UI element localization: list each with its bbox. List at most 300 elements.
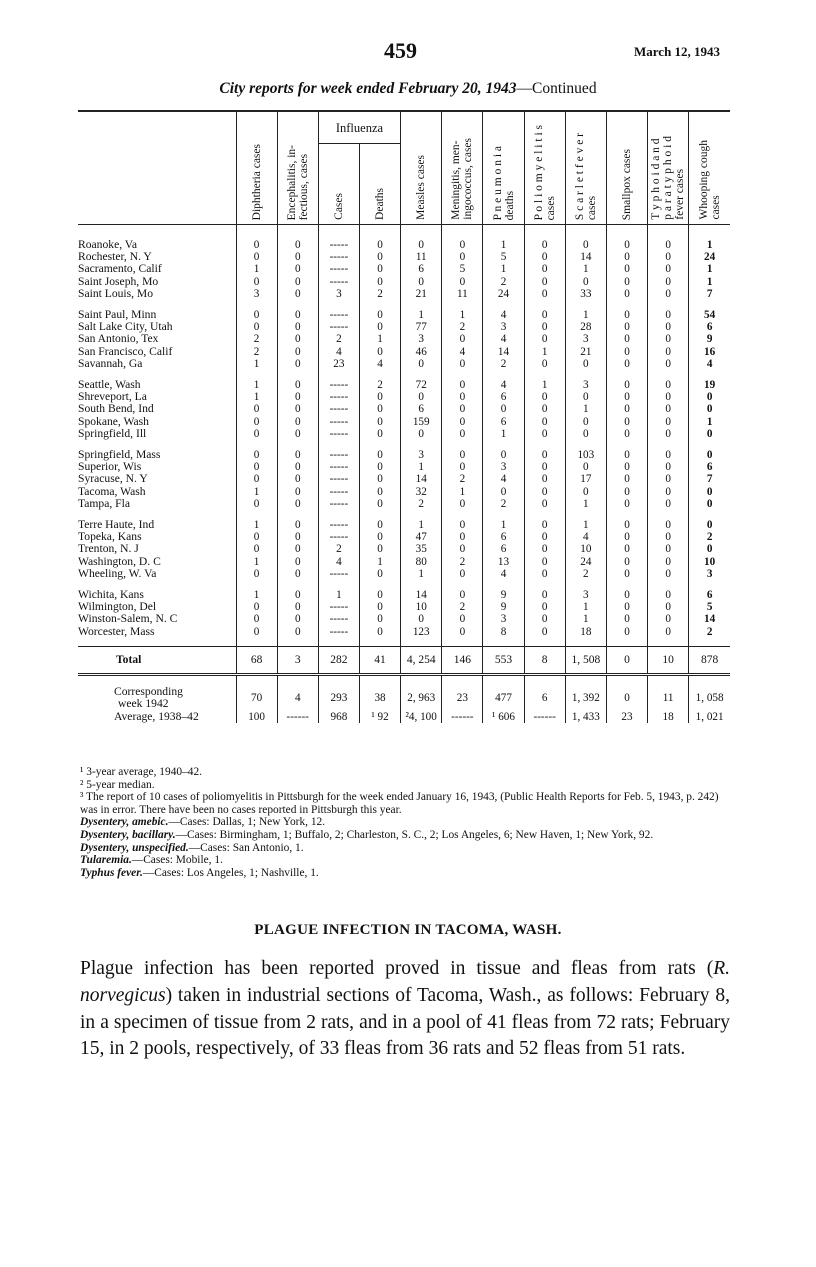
cell-value: 0 — [359, 531, 400, 543]
cell-value: 0 — [524, 391, 565, 403]
cell-value: 282 — [318, 646, 359, 674]
cell-value: ----- — [318, 263, 359, 275]
cell-value: 2, 963 — [401, 675, 442, 711]
cell-value: 0 — [401, 428, 442, 440]
cell-value: 0 — [277, 543, 318, 555]
cell-value: 5 — [442, 263, 483, 275]
cell-value: 0 — [606, 346, 647, 358]
cell-value: 0 — [524, 580, 565, 601]
cell-value: 0 — [359, 568, 400, 580]
cell-value: 0 — [606, 675, 647, 711]
cell-value: 0 — [648, 333, 689, 345]
cell-value: 18 — [565, 626, 606, 638]
cell-value: 2 — [236, 333, 277, 345]
cell-value: 24 — [565, 556, 606, 568]
cell-value: 7 — [689, 288, 730, 300]
cell-value: 0 — [401, 391, 442, 403]
cell-value: 0 — [359, 321, 400, 333]
cell-value: 9 — [483, 601, 524, 613]
cell-value: 7 — [689, 473, 730, 485]
row-label: Salt Lake City, Utah — [78, 321, 173, 334]
cell-value: 21 — [565, 346, 606, 358]
cell-value: 0 — [236, 626, 277, 638]
cell-value: 23 — [318, 358, 359, 370]
cell-value: 3 — [236, 288, 277, 300]
table-row — [78, 321, 730, 333]
cell-value: 0 — [606, 416, 647, 428]
cell-value: 4 — [318, 346, 359, 358]
cell-value: 1 — [401, 510, 442, 531]
cell-value: 0 — [359, 613, 400, 625]
cell-value: 0 — [565, 428, 606, 440]
row-label: Spokane, Wash — [78, 415, 149, 428]
row-label: Winston-Salem, N. C — [78, 613, 178, 626]
cell-value: 878 — [689, 646, 730, 674]
row-label: Shreveport, La — [78, 391, 147, 404]
cell-value: 0 — [359, 428, 400, 440]
cell-value: 0 — [648, 370, 689, 391]
cell-value: 0 — [277, 416, 318, 428]
cell-value: ----- — [318, 568, 359, 580]
cell-value: 0 — [401, 613, 442, 625]
footnote-2: ² 5-year median. — [80, 778, 155, 791]
table-row — [78, 461, 730, 473]
cell-value: 14 — [401, 473, 442, 485]
row-label: Total — [78, 646, 236, 674]
cell-value: 3 — [401, 440, 442, 461]
table-subtitle: City reports for week ended February 20, 1943—Continued — [219, 80, 597, 97]
cell-value: 9 — [689, 333, 730, 345]
row-label: Seattle, Wash — [78, 378, 141, 392]
cell-value: 0 — [236, 403, 277, 415]
cell-value: 0 — [277, 288, 318, 300]
cell-value: 0 — [606, 251, 647, 263]
cell-value: 4 — [483, 370, 524, 391]
cell-value: 0 — [648, 568, 689, 580]
cell-value: 1 — [483, 510, 524, 531]
cell-value: 4 — [565, 531, 606, 543]
table-row — [78, 613, 730, 625]
cell-value: 0 — [565, 486, 606, 498]
cell-value: 0 — [442, 543, 483, 555]
cell-value: 0 — [442, 580, 483, 601]
row-label: Sacramento, Calif — [78, 263, 162, 276]
cell-value: 0 — [442, 440, 483, 461]
col-polio: P o l i o m y e l i t i s cases — [524, 111, 565, 225]
cell-value: 1 — [442, 486, 483, 498]
cell-value: 0 — [236, 416, 277, 428]
cell-value: 4 — [483, 473, 524, 485]
cell-value: 1 — [236, 391, 277, 403]
cell-value: 103 — [565, 440, 606, 461]
cell-value: 0 — [236, 251, 277, 263]
row-label: Roanoke, Va — [78, 238, 138, 251]
cell-value: 0 — [277, 486, 318, 498]
note-dysentery-amebic: Dysentery, amebic.—Cases: Dallas, 1; New York, 12. — [80, 816, 326, 829]
cell-value: 0 — [359, 461, 400, 473]
cell-value: 4 — [359, 358, 400, 370]
cell-value: 0 — [689, 510, 730, 531]
cell-value: 0 — [524, 416, 565, 428]
cell-value: 68 — [236, 646, 277, 674]
cell-value: 0 — [606, 510, 647, 531]
cell-value: 2 — [442, 601, 483, 613]
cell-value: ----- — [318, 225, 359, 252]
cell-value: 1 — [689, 416, 730, 428]
cell-value: 0 — [689, 428, 730, 440]
plague-paragraph: Plague infection has been reported proved in tissue and fleas from rats (R. norvegicus) taken in industrial sections of Tacoma, Wash., as follows: February 8, in a specimen of tissue from 2 rats, and in a pool of 41 fleas from 72 rats; February 15, in 2 pools, respectively, of 33 fleas from 36 rats and 52 fleas from 51 rats. — [80, 958, 730, 1060]
cell-value: 0 — [648, 276, 689, 288]
cell-value: ----- — [318, 403, 359, 415]
table-row — [78, 276, 730, 288]
cell-value: 1 — [236, 263, 277, 275]
cell-value: 1, 392 — [565, 675, 606, 711]
cell-value: 0 — [236, 568, 277, 580]
cell-value: 0 — [359, 276, 400, 288]
col-encephalitis: Encephalitis, in- fectious, cases — [277, 111, 318, 225]
cell-value: 0 — [565, 391, 606, 403]
cell-value: 47 — [401, 531, 442, 543]
col-pneumonia: P n e u m o n i a deaths — [483, 111, 524, 225]
col-whooping: Whooping cough cases — [689, 111, 730, 225]
col-flu-deaths: Deaths — [359, 144, 400, 225]
cell-value: 3 — [318, 288, 359, 300]
cell-value: 5 — [689, 601, 730, 613]
cell-value: 0 — [442, 461, 483, 473]
table-row — [78, 626, 730, 638]
cell-value: 1 — [565, 300, 606, 321]
cell-value: 0 — [277, 370, 318, 391]
cell-value: 0 — [648, 543, 689, 555]
cell-value: 0 — [606, 391, 647, 403]
row-label: Saint Louis, Mo — [78, 287, 154, 300]
table-row — [78, 251, 730, 263]
cell-value: ²4, 100 — [401, 711, 442, 723]
cell-value: 1 — [236, 556, 277, 568]
cell-value: 19 — [689, 370, 730, 391]
table-row — [78, 556, 730, 568]
cell-value: 0 — [277, 276, 318, 288]
cell-value: 0 — [606, 486, 647, 498]
cell-value: 6 — [524, 675, 565, 711]
table-row — [78, 498, 730, 510]
cell-value: 0 — [401, 276, 442, 288]
cell-value: 1 — [565, 601, 606, 613]
cell-value: 0 — [359, 498, 400, 510]
cell-value: 2 — [442, 321, 483, 333]
cell-value: 0 — [524, 531, 565, 543]
cell-value: 0 — [359, 486, 400, 498]
cell-value: 0 — [359, 510, 400, 531]
cell-value: 0 — [277, 580, 318, 601]
cell-value: 0 — [359, 251, 400, 263]
cell-value: 0 — [277, 403, 318, 415]
cell-value: ----- — [318, 531, 359, 543]
cell-value: 0 — [277, 440, 318, 461]
table-row — [78, 580, 730, 601]
col-smallpox: Smallpox cases — [606, 111, 647, 225]
row-label: South Bend, Ind — [78, 403, 154, 416]
cell-value: 11 — [648, 675, 689, 711]
cell-value: 1 — [483, 225, 524, 252]
cell-value: 0 — [442, 613, 483, 625]
col-measles: Measles cases — [401, 111, 442, 225]
cell-value: 0 — [606, 613, 647, 625]
row-label: Corresponding week 1942 — [114, 685, 183, 711]
cell-value: 21 — [401, 288, 442, 300]
row-label: Tampa, Fla — [78, 497, 130, 510]
cell-value: 6 — [689, 321, 730, 333]
cell-value: 10 — [689, 556, 730, 568]
cell-value: 14 — [689, 613, 730, 625]
cell-value: 38 — [359, 675, 400, 711]
cell-value: 46 — [401, 346, 442, 358]
cell-value: 0 — [606, 498, 647, 510]
cell-value: 6 — [401, 403, 442, 415]
footnote-1: ¹ 3-year average, 1940–42. — [80, 766, 203, 778]
cell-value: 0 — [442, 416, 483, 428]
cell-value: 1 — [236, 486, 277, 498]
cell-value: 0 — [648, 601, 689, 613]
cell-value: 10 — [401, 601, 442, 613]
cell-value: 2 — [689, 626, 730, 638]
cell-value: 1 — [359, 333, 400, 345]
cell-value: 6 — [483, 391, 524, 403]
cell-value: ----- — [318, 613, 359, 625]
cell-value: 0 — [236, 276, 277, 288]
table-row — [78, 263, 730, 275]
city-reports-table — [78, 110, 730, 723]
cell-value: 0 — [689, 498, 730, 510]
cell-value: 0 — [442, 626, 483, 638]
cell-value: 0 — [648, 440, 689, 461]
cell-value: 293 — [318, 675, 359, 711]
cell-value: 2 — [236, 346, 277, 358]
cell-value: 0 — [359, 580, 400, 601]
cell-value: 0 — [483, 486, 524, 498]
cell-value: 0 — [277, 251, 318, 263]
cell-value: 4 — [689, 358, 730, 370]
cell-value: 2 — [401, 498, 442, 510]
cell-value: 1 — [565, 613, 606, 625]
cell-value: 0 — [524, 251, 565, 263]
cell-value: 0 — [277, 626, 318, 638]
row-label: Superior, Wis — [78, 461, 142, 474]
cell-value: 0 — [565, 461, 606, 473]
cell-value: 0 — [648, 288, 689, 300]
cell-value: 8 — [524, 646, 565, 674]
cell-value: ----- — [318, 473, 359, 485]
cell-value: 0 — [359, 543, 400, 555]
cell-value: 159 — [401, 416, 442, 428]
cell-value: 1 — [236, 510, 277, 531]
cell-value: 0 — [277, 498, 318, 510]
cell-value: 0 — [524, 626, 565, 638]
cell-value: 33 — [565, 288, 606, 300]
cell-value: 1 — [318, 580, 359, 601]
cell-value: 0 — [689, 403, 730, 415]
cell-value: 0 — [442, 333, 483, 345]
row-label: Tacoma, Wash — [78, 485, 146, 498]
cell-value: 0 — [606, 440, 647, 461]
cell-value: ------ — [277, 711, 318, 723]
cell-value: 0 — [442, 568, 483, 580]
cell-value: 0 — [524, 498, 565, 510]
table-row — [78, 288, 730, 300]
cell-value: 0 — [524, 321, 565, 333]
cell-value: 23 — [606, 711, 647, 723]
cell-value: 146 — [442, 646, 483, 674]
cell-value: 0 — [565, 416, 606, 428]
cell-value: 0 — [277, 473, 318, 485]
cell-value: 0 — [606, 646, 647, 674]
cell-value: 0 — [648, 251, 689, 263]
cell-value: 1 — [401, 300, 442, 321]
cell-value: 0 — [648, 300, 689, 321]
cell-value: 4, 254 — [401, 646, 442, 674]
row-label: Terre Haute, Ind — [78, 518, 155, 532]
cell-value: 9 — [483, 580, 524, 601]
row-label: Wheeling, W. Va — [78, 567, 157, 580]
cell-value: 2 — [359, 370, 400, 391]
cell-value: 0 — [648, 346, 689, 358]
row-label: Savannah, Ga — [78, 357, 143, 370]
cell-value: 0 — [606, 300, 647, 321]
cell-value: 0 — [648, 358, 689, 370]
cell-value: 0 — [236, 473, 277, 485]
row-label: Wilmington, Del — [78, 601, 157, 614]
row-label: Trenton, N. J — [78, 543, 139, 556]
cell-value: 0 — [277, 391, 318, 403]
cell-value: ¹ 606 — [483, 711, 524, 723]
cell-value: 0 — [359, 416, 400, 428]
cell-value: 0 — [359, 225, 400, 252]
cell-value: ----- — [318, 416, 359, 428]
cell-value: 0 — [606, 556, 647, 568]
cell-value: 1 — [524, 346, 565, 358]
cell-value: 0 — [277, 346, 318, 358]
cell-value: 0 — [648, 531, 689, 543]
cell-value: 0 — [277, 225, 318, 252]
table-row — [78, 225, 730, 252]
cell-value: 0 — [236, 613, 277, 625]
cell-value: 2 — [483, 358, 524, 370]
cell-value: 0 — [236, 440, 277, 461]
cell-value: 35 — [401, 543, 442, 555]
cell-value: 6 — [689, 461, 730, 473]
cell-value: 14 — [483, 346, 524, 358]
cell-value: ----- — [318, 601, 359, 613]
cell-value: 0 — [401, 225, 442, 252]
cell-value: 3 — [277, 646, 318, 674]
cell-value: 6 — [483, 531, 524, 543]
row-label: Springfield, Mass — [78, 448, 161, 462]
cell-value: 0 — [524, 263, 565, 275]
cell-value: 70 — [236, 675, 277, 711]
footnotes — [80, 766, 728, 879]
cell-value: 28 — [565, 321, 606, 333]
cell-value: 0 — [606, 225, 647, 252]
table-row — [78, 391, 730, 403]
cell-value: 0 — [277, 601, 318, 613]
cell-value: 0 — [606, 601, 647, 613]
cell-value: ----- — [318, 486, 359, 498]
total-row — [78, 646, 730, 674]
cell-value: 0 — [524, 543, 565, 555]
cell-value: 0 — [524, 276, 565, 288]
cell-value: 6 — [401, 263, 442, 275]
cell-value: ----- — [318, 510, 359, 531]
cell-value: ----- — [318, 276, 359, 288]
table-row — [78, 510, 730, 531]
cell-value: 0 — [483, 403, 524, 415]
cell-value: 0 — [359, 626, 400, 638]
cell-value: 0 — [401, 358, 442, 370]
cell-value: 0 — [524, 300, 565, 321]
cell-value: 0 — [648, 461, 689, 473]
cell-value: 0 — [606, 321, 647, 333]
cell-value: 11 — [401, 251, 442, 263]
table-row — [78, 403, 730, 415]
cell-value: 1 — [359, 556, 400, 568]
table-row — [78, 568, 730, 580]
note-dysentery-unspecified: Dysentery, unspecified.—Cases: San Antonio, 1. — [80, 841, 304, 854]
cell-value: 1 — [401, 461, 442, 473]
cell-value: 0 — [606, 626, 647, 638]
col-diphtheria: Diphtheria cases — [236, 111, 277, 225]
city-header — [78, 111, 236, 225]
col-scarlet: S c a r l e t f e v e r cases — [565, 111, 606, 225]
col-influenza: Influenza — [318, 111, 400, 144]
cell-value: 54 — [689, 300, 730, 321]
table-row — [78, 346, 730, 358]
cell-value: 0 — [524, 288, 565, 300]
cell-value: 0 — [606, 403, 647, 415]
cell-value: 24 — [483, 288, 524, 300]
average-row — [78, 711, 730, 723]
cell-value: 0 — [648, 428, 689, 440]
cell-value: 0 — [236, 225, 277, 252]
cell-value: 23 — [442, 675, 483, 711]
cell-value: ----- — [318, 321, 359, 333]
cell-value: 0 — [606, 288, 647, 300]
cell-value: 0 — [359, 346, 400, 358]
note-dysentery-bacillary: Dysentery, bacillary.—Cases: Birmingham, 1; Buffalo, 2; Charleston, S. C., 2; Los Angeles, 6; New Haven, 1; New York, 92. — [80, 828, 654, 841]
cell-value: 0 — [442, 531, 483, 543]
cell-value: 3 — [565, 333, 606, 345]
cell-value: 0 — [606, 543, 647, 555]
cell-value: 6 — [483, 416, 524, 428]
cell-value: 0 — [524, 601, 565, 613]
cell-value: 3 — [401, 333, 442, 345]
cell-value: 0 — [236, 531, 277, 543]
cell-value: 0 — [648, 473, 689, 485]
cell-value: 32 — [401, 486, 442, 498]
cell-value: 0 — [236, 461, 277, 473]
cell-value: 0 — [565, 225, 606, 252]
cell-value: 0 — [648, 613, 689, 625]
cell-value: 0 — [606, 263, 647, 275]
col-flu-cases: Cases — [318, 144, 359, 225]
cell-value: 553 — [483, 646, 524, 674]
cell-value: 4 — [277, 675, 318, 711]
cell-value: 18 — [648, 711, 689, 723]
cell-value: 0 — [524, 510, 565, 531]
cell-value: ----- — [318, 626, 359, 638]
cell-value: 11 — [442, 288, 483, 300]
cell-value: 0 — [277, 263, 318, 275]
cell-value: 0 — [565, 276, 606, 288]
